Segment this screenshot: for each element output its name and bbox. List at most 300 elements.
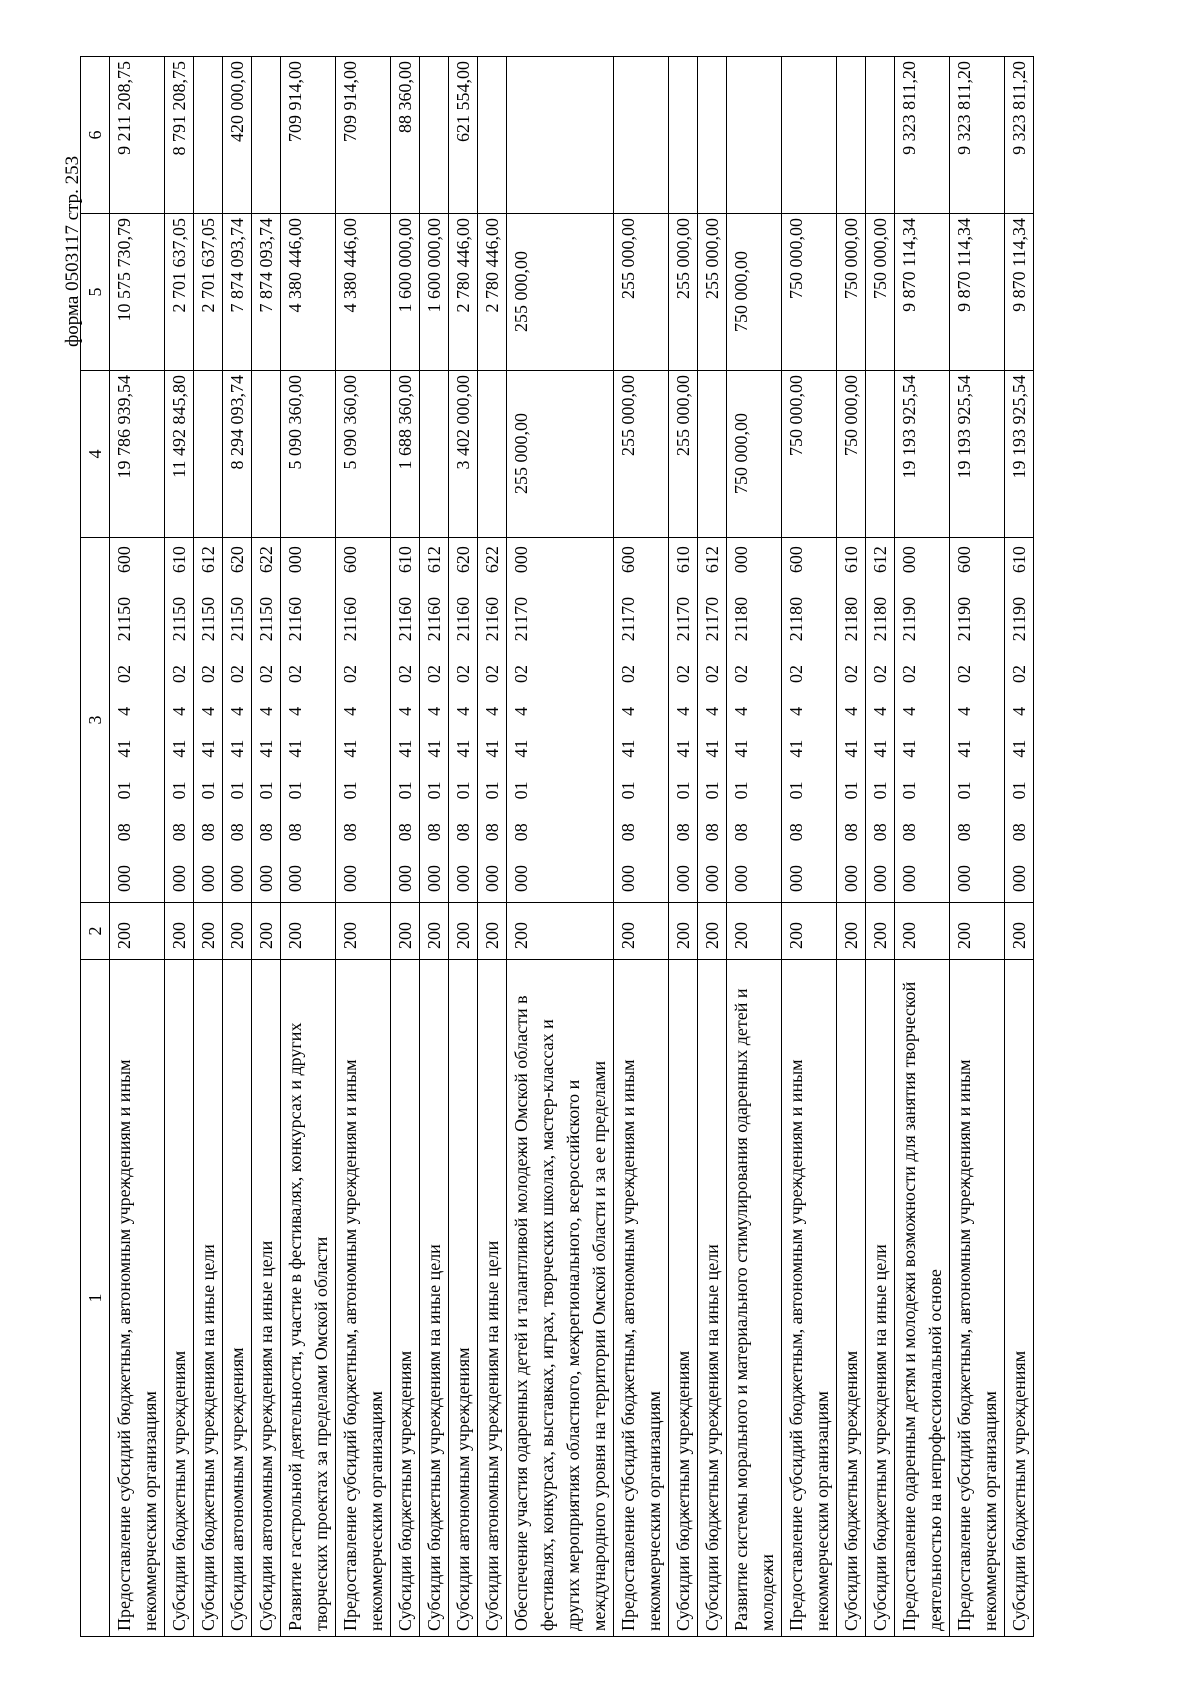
row-name: Обеспечение участия одаренных детей и талантливой молодежи Омской области в фестивалях, конкурсах, выставках, играх, творческих школах, мастер-классах и других мероприятиях областного, межрегионального, всероссийского и международного уровня на территории Омской области и за ее пределами [507, 960, 614, 1637]
row-name: Предоставление субсидий бюджетным, автономным учреждениям и иным некоммерческим организациям [782, 960, 837, 1637]
code-part: 4 [511, 706, 531, 716]
code-part: 21150 [169, 596, 189, 642]
code-part: 01 [841, 781, 861, 800]
code-part: 612 [870, 546, 890, 574]
code-part: 4 [482, 706, 502, 716]
code-part: 610 [1009, 546, 1029, 574]
code-part: 08 [954, 823, 974, 842]
row-line-code: 200 [782, 903, 837, 960]
row-rest-value [698, 57, 727, 214]
code-part: 4 [340, 706, 360, 716]
row-budget-code [194, 538, 223, 903]
row-line-code: 200 [669, 903, 698, 960]
code-part: 41 [731, 739, 751, 758]
row-plan-value [698, 371, 727, 538]
code-part: 620 [227, 546, 247, 574]
code-part: 41 [482, 739, 502, 758]
row-budget-code [895, 538, 950, 903]
code-part: 01 [786, 781, 806, 800]
row-budget-code [165, 538, 194, 903]
code-part: 000 [227, 865, 247, 892]
code-part: 41 [899, 739, 919, 758]
row-name: Субсидии бюджетным учреждениям на иные цели [866, 960, 895, 1637]
code-part: 02 [256, 665, 276, 684]
row-plan-value: 19 786 939,54 [110, 371, 165, 538]
code-part: 41 [395, 739, 415, 758]
code-part: 01 [424, 781, 444, 800]
row-line-code: 200 [698, 903, 727, 960]
code-part: 4 [198, 706, 218, 716]
row-plan-value: 5 090 360,00 [336, 371, 391, 538]
row-budget-code [950, 538, 1005, 903]
code-part: 01 [169, 781, 189, 800]
row-rest-value [782, 57, 837, 214]
row-rest-value [420, 57, 449, 214]
row-plan-value: 255 000,00 [507, 371, 614, 538]
code-part: 41 [702, 739, 722, 758]
row-rest-value [866, 57, 895, 214]
table-row [165, 57, 194, 1637]
code-part: 02 [482, 665, 502, 684]
code-part: 08 [424, 823, 444, 842]
code-part: 01 [731, 781, 751, 800]
table-row [110, 57, 165, 1637]
code-part: 000 [482, 865, 502, 892]
row-exec-value: 255 000,00 [614, 214, 669, 371]
code-part: 4 [899, 706, 919, 716]
row-budget-code [866, 538, 895, 903]
table-row [698, 57, 727, 1637]
row-name: Субсидии бюджетным учреждениям [837, 960, 866, 1637]
row-line-code: 200 [895, 903, 950, 960]
code-part: 4 [285, 706, 305, 716]
code-part: 000 [870, 865, 890, 892]
row-exec-value: 7 874 093,74 [252, 214, 281, 371]
row-name: Развитие системы морального и материального стимулирования одаренных детей и молодежи [727, 960, 782, 1637]
code-part: 01 [453, 781, 473, 800]
table-row [478, 57, 507, 1637]
code-part: 08 [395, 823, 415, 842]
code-part: 4 [169, 706, 189, 716]
row-plan-value: 8 294 093,74 [223, 371, 252, 538]
row-exec-value: 9 870 114,34 [950, 214, 1005, 371]
row-budget-code [698, 538, 727, 903]
column-header: 2 [81, 903, 110, 960]
code-part: 21170 [511, 596, 531, 642]
code-part: 610 [673, 546, 693, 574]
row-exec-value: 1 600 000,00 [391, 214, 420, 371]
code-part: 000 [841, 865, 861, 892]
row-plan-value [420, 371, 449, 538]
code-part: 02 [198, 665, 218, 684]
code-part: 600 [954, 546, 974, 574]
code-part: 41 [618, 739, 638, 758]
code-part: 41 [453, 739, 473, 758]
row-rest-value: 420 000,00 [223, 57, 252, 214]
code-part: 4 [786, 706, 806, 716]
row-exec-value: 9 870 114,34 [895, 214, 950, 371]
code-part: 08 [114, 823, 134, 842]
table-row [837, 57, 866, 1637]
code-part: 08 [256, 823, 276, 842]
row-plan-value: 255 000,00 [614, 371, 669, 538]
table-row [391, 57, 420, 1637]
code-part: 612 [702, 546, 722, 574]
row-budget-code [478, 538, 507, 903]
row-line-code: 200 [420, 903, 449, 960]
code-part: 02 [618, 665, 638, 684]
row-rest-value: 9 323 811,20 [895, 57, 950, 214]
code-part: 41 [424, 739, 444, 758]
code-part: 02 [511, 665, 531, 684]
row-exec-value: 2 780 446,00 [449, 214, 478, 371]
row-plan-value: 750 000,00 [782, 371, 837, 538]
code-part: 600 [340, 546, 360, 574]
code-part: 21180 [870, 596, 890, 642]
code-part: 21160 [395, 596, 415, 642]
row-plan-value: 19 193 925,54 [1005, 371, 1034, 538]
row-budget-code [507, 538, 614, 903]
code-part: 4 [227, 706, 247, 716]
code-part: 41 [256, 739, 276, 758]
row-plan-value: 750 000,00 [837, 371, 866, 538]
code-part: 08 [786, 823, 806, 842]
code-part: 41 [870, 739, 890, 758]
table-row [281, 57, 336, 1637]
code-part: 21150 [227, 596, 247, 642]
row-line-code: 200 [281, 903, 336, 960]
code-part: 21180 [841, 596, 861, 642]
table-row [420, 57, 449, 1637]
row-line-code: 200 [252, 903, 281, 960]
row-budget-code [223, 538, 252, 903]
code-part: 01 [340, 781, 360, 800]
row-line-code: 200 [110, 903, 165, 960]
row-budget-code [837, 538, 866, 903]
row-line-code: 200 [866, 903, 895, 960]
row-exec-value: 9 870 114,34 [1005, 214, 1034, 371]
row-plan-value [478, 371, 507, 538]
row-rest-value: 8 791 208,75 [165, 57, 194, 214]
code-part: 21160 [340, 596, 360, 642]
code-part: 21190 [899, 596, 919, 642]
row-rest-value: 9 323 811,20 [950, 57, 1005, 214]
table-row [614, 57, 669, 1637]
code-part: 41 [841, 739, 861, 758]
row-rest-value: 9 211 208,75 [110, 57, 165, 214]
code-part: 21180 [731, 596, 751, 642]
row-name: Субсидии бюджетным учреждениям [1005, 960, 1034, 1637]
row-exec-value: 10 575 730,79 [110, 214, 165, 371]
code-part: 41 [169, 739, 189, 758]
row-name: Субсидии автономным учреждениям на иные цели [478, 960, 507, 1637]
code-part: 000 [618, 865, 638, 892]
code-part: 21160 [424, 596, 444, 642]
row-name: Предоставление субсидий бюджетным, автономным учреждениям и иным некоммерческим организациям [950, 960, 1005, 1637]
code-part: 41 [285, 739, 305, 758]
row-rest-value [727, 57, 782, 214]
row-name: Субсидии бюджетным учреждениям [391, 960, 420, 1637]
code-part: 4 [731, 706, 751, 716]
code-part: 21170 [618, 596, 638, 642]
code-part: 02 [340, 665, 360, 684]
row-name: Субсидии бюджетным учреждениям [669, 960, 698, 1637]
code-part: 4 [424, 706, 444, 716]
row-budget-code [336, 538, 391, 903]
code-part: 000 [511, 546, 531, 574]
row-name: Субсидии бюджетным учреждениям [165, 960, 194, 1637]
code-part: 4 [702, 706, 722, 716]
header-row [81, 57, 110, 1637]
code-part: 4 [618, 706, 638, 716]
row-budget-code [782, 538, 837, 903]
table-row [727, 57, 782, 1637]
code-part: 21190 [954, 596, 974, 642]
code-part: 08 [511, 823, 531, 842]
code-part: 02 [899, 665, 919, 684]
table-row [669, 57, 698, 1637]
code-part: 08 [482, 823, 502, 842]
code-part: 4 [1009, 706, 1029, 716]
code-part: 41 [114, 739, 134, 758]
row-rest-value [252, 57, 281, 214]
code-part: 02 [285, 665, 305, 684]
row-plan-value: 255 000,00 [669, 371, 698, 538]
code-part: 01 [1009, 781, 1029, 800]
code-part: 01 [285, 781, 305, 800]
code-part: 21150 [198, 596, 218, 642]
code-part: 000 [424, 865, 444, 892]
code-part: 21160 [285, 596, 305, 642]
row-rest-value: 621 554,00 [449, 57, 478, 214]
row-name: Предоставление субсидий бюджетным, автономным учреждениям и иным некоммерческим организациям [614, 960, 669, 1637]
code-part: 02 [841, 665, 861, 684]
code-part: 000 [786, 865, 806, 892]
row-name: Субсидии автономным учреждениям на иные цели [252, 960, 281, 1637]
code-part: 21170 [673, 596, 693, 642]
code-part: 4 [841, 706, 861, 716]
code-part: 21190 [1009, 596, 1029, 642]
code-part: 000 [169, 865, 189, 892]
code-part: 4 [114, 706, 134, 716]
table-row [895, 57, 950, 1637]
row-budget-code [420, 538, 449, 903]
code-part: 01 [198, 781, 218, 800]
code-part: 02 [227, 665, 247, 684]
row-line-code: 200 [837, 903, 866, 960]
table-row [252, 57, 281, 1637]
code-part: 08 [899, 823, 919, 842]
row-plan-value: 750 000,00 [727, 371, 782, 538]
code-part: 01 [673, 781, 693, 800]
code-part: 620 [453, 546, 473, 574]
row-exec-value: 2 780 446,00 [478, 214, 507, 371]
code-part: 21170 [702, 596, 722, 642]
table-row [1005, 57, 1034, 1637]
row-exec-value: 1 600 000,00 [420, 214, 449, 371]
row-rest-value [669, 57, 698, 214]
code-part: 21150 [256, 596, 276, 642]
row-exec-value: 750 000,00 [727, 214, 782, 371]
code-part: 08 [285, 823, 305, 842]
code-part: 01 [870, 781, 890, 800]
code-part: 610 [841, 546, 861, 574]
row-exec-value: 2 701 637,05 [165, 214, 194, 371]
code-part: 01 [395, 781, 415, 800]
row-line-code: 200 [391, 903, 420, 960]
row-line-code: 200 [614, 903, 669, 960]
row-budget-code [391, 538, 420, 903]
code-part: 4 [870, 706, 890, 716]
row-name: Развитие гастрольной деятельности, участие в фестивалях, конкурсах и других творческих проектах за пределами Омской области [281, 960, 336, 1637]
code-part: 01 [954, 781, 974, 800]
row-exec-value: 7 874 093,74 [223, 214, 252, 371]
row-rest-value [614, 57, 669, 214]
code-part: 41 [954, 739, 974, 758]
code-part: 02 [169, 665, 189, 684]
row-name: Субсидии автономным учреждениям [449, 960, 478, 1637]
row-line-code: 200 [727, 903, 782, 960]
code-part: 02 [954, 665, 974, 684]
form-header: форма 0503117 стр. 253 [62, 155, 83, 347]
row-plan-value: 11 492 845,80 [165, 371, 194, 538]
code-part: 08 [1009, 823, 1029, 842]
code-part: 41 [1009, 739, 1029, 758]
row-budget-code [449, 538, 478, 903]
code-part: 622 [256, 546, 276, 574]
row-line-code: 200 [165, 903, 194, 960]
column-header: 3 [81, 538, 110, 903]
code-part: 02 [702, 665, 722, 684]
row-rest-value: 709 914,00 [336, 57, 391, 214]
code-part: 000 [731, 546, 751, 574]
row-name: Субсидии бюджетным учреждениям на иные цели [698, 960, 727, 1637]
code-part: 000 [899, 865, 919, 892]
row-budget-code [614, 538, 669, 903]
row-name: Предоставление субсидий бюджетным, автономным учреждениям и иным некоммерческим организациям [336, 960, 391, 1637]
code-part: 01 [702, 781, 722, 800]
row-exec-value: 750 000,00 [837, 214, 866, 371]
code-part: 01 [482, 781, 502, 800]
table-row [194, 57, 223, 1637]
code-part: 02 [1009, 665, 1029, 684]
code-part: 08 [227, 823, 247, 842]
column-header: 6 [81, 57, 110, 214]
table-row [336, 57, 391, 1637]
code-part: 000 [114, 865, 134, 892]
row-rest-value: 88 360,00 [391, 57, 420, 214]
code-part: 41 [786, 739, 806, 758]
code-part: 000 [899, 546, 919, 574]
code-part: 02 [673, 665, 693, 684]
table-row [223, 57, 252, 1637]
column-header: 1 [81, 960, 110, 1637]
row-line-code: 200 [336, 903, 391, 960]
code-part: 41 [198, 739, 218, 758]
row-plan-value [866, 371, 895, 538]
row-budget-code [727, 538, 782, 903]
row-rest-value [837, 57, 866, 214]
code-part: 01 [511, 781, 531, 800]
code-part: 01 [899, 781, 919, 800]
code-part: 02 [395, 665, 415, 684]
code-part: 01 [114, 781, 134, 800]
code-part: 08 [453, 823, 473, 842]
row-name: Предоставление одаренным детям и молодежи возможности для занятия творческой деятельностью на непрофессиональной основе [895, 960, 950, 1637]
code-part: 000 [954, 865, 974, 892]
row-plan-value: 5 090 360,00 [281, 371, 336, 538]
row-exec-value: 4 380 446,00 [281, 214, 336, 371]
row-plan-value: 19 193 925,54 [950, 371, 1005, 538]
row-exec-value: 750 000,00 [782, 214, 837, 371]
code-part: 4 [673, 706, 693, 716]
table-row [950, 57, 1005, 1637]
code-part: 01 [618, 781, 638, 800]
row-plan-value: 3 402 000,00 [449, 371, 478, 538]
code-part: 000 [285, 865, 305, 892]
row-rest-value: 9 323 811,20 [1005, 57, 1034, 214]
row-plan-value [252, 371, 281, 538]
code-part: 000 [256, 865, 276, 892]
code-part: 41 [227, 739, 247, 758]
code-part: 21160 [482, 596, 502, 642]
code-part: 000 [511, 865, 531, 892]
row-name: Предоставление субсидий бюджетным, автономным учреждениям и иным некоммерческим организациям [110, 960, 165, 1637]
code-part: 622 [482, 546, 502, 574]
code-part: 02 [870, 665, 890, 684]
column-header: 4 [81, 371, 110, 538]
row-exec-value: 2 701 637,05 [194, 214, 223, 371]
row-line-code: 200 [223, 903, 252, 960]
code-part: 000 [453, 865, 473, 892]
code-part: 000 [198, 865, 218, 892]
code-part: 02 [786, 665, 806, 684]
code-part: 4 [453, 706, 473, 716]
code-part: 01 [256, 781, 276, 800]
code-part: 08 [702, 823, 722, 842]
table-row [507, 57, 614, 1637]
row-exec-value: 255 000,00 [507, 214, 614, 371]
row-plan-value [194, 371, 223, 538]
row-line-code: 200 [449, 903, 478, 960]
row-budget-code [1005, 538, 1034, 903]
row-budget-code [110, 538, 165, 903]
code-part: 08 [673, 823, 693, 842]
code-part: 000 [285, 546, 305, 574]
code-part: 612 [424, 546, 444, 574]
row-budget-code [252, 538, 281, 903]
code-part: 41 [511, 739, 531, 758]
row-rest-value [507, 57, 614, 214]
code-part: 08 [841, 823, 861, 842]
row-exec-value: 255 000,00 [669, 214, 698, 371]
code-part: 000 [1009, 865, 1029, 892]
code-part: 600 [114, 546, 134, 574]
code-part: 02 [453, 665, 473, 684]
code-part: 4 [954, 706, 974, 716]
row-line-code: 200 [478, 903, 507, 960]
code-part: 02 [424, 665, 444, 684]
row-exec-value: 255 000,00 [698, 214, 727, 371]
code-part: 4 [395, 706, 415, 716]
code-part: 08 [340, 823, 360, 842]
row-exec-value: 750 000,00 [866, 214, 895, 371]
row-line-code: 200 [950, 903, 1005, 960]
code-part: 000 [395, 865, 415, 892]
code-part: 08 [731, 823, 751, 842]
budget-table [80, 56, 1034, 1637]
code-part: 21180 [786, 596, 806, 642]
